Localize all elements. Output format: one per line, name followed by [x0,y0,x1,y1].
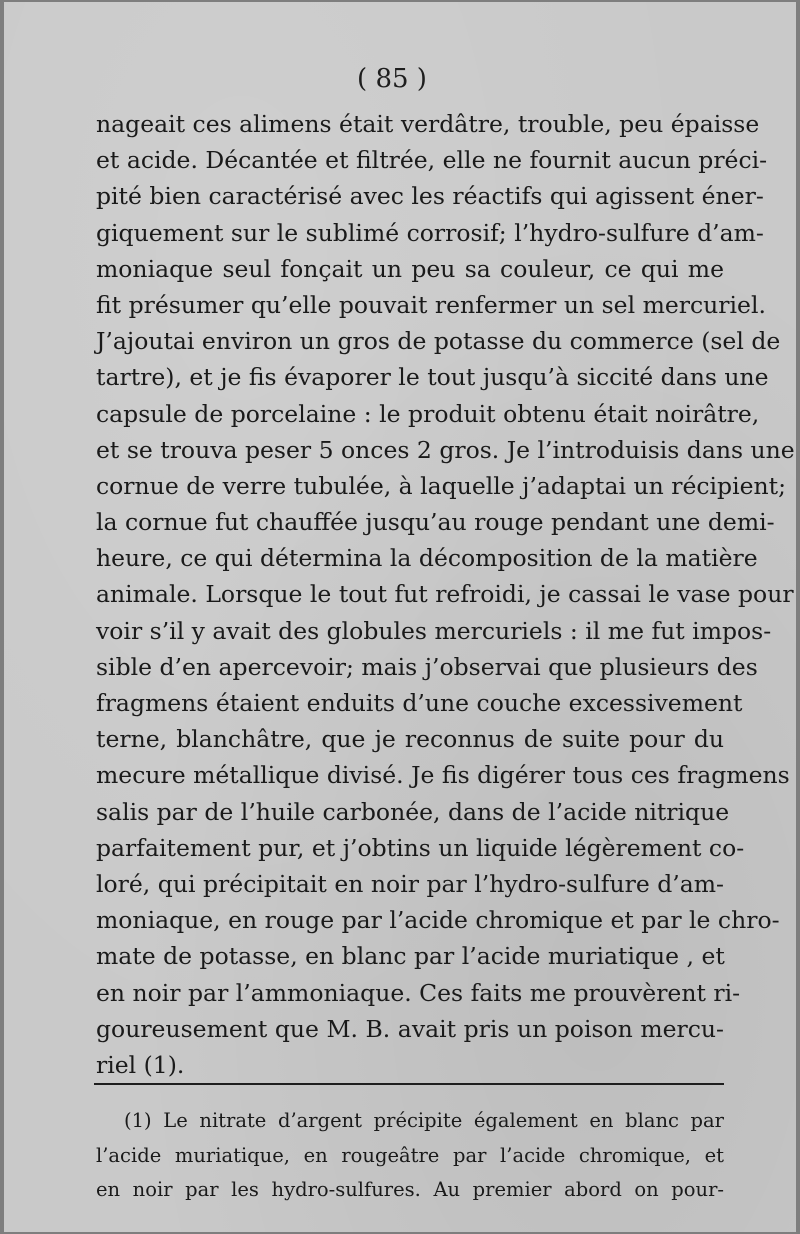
text-line: la cornue fut chauffée jusqu’au rouge pendant une demi- [96,508,775,537]
text-line: goureusement que M. B. avait pris un poison mercu- [96,1014,724,1043]
text-line: mate de potasse, en blanc par l’acide muriatique , et [96,942,725,971]
text-line: mecure métallique divisé. Je fis digérer tous ces fragmens [96,761,790,790]
text-line: salis par de l’huile carbonée, dans de l’acide nitrique [96,797,730,826]
footnote-line: en noir par les hydro-sulfures. Au premier abord on pour- [96,1178,724,1201]
text-line: animale. Lorsque le tout fut refroidi, je cassai le vase pour [96,580,794,609]
body-text [96,106,795,1083]
text-line: loré, qui précipitait en noir par l’hydro-sulfure d’am- [96,869,724,898]
text-line: riel (1). [96,1050,185,1079]
text-line: pité bien caractérisé avec les réactifs qui agissent éner- [96,182,764,211]
book-page [4,2,796,1232]
text-line: J’ajoutai environ un gros de potasse du commerce (sel de [96,327,781,356]
footnote-line: l’acide muriatique, en rougeâtre par l’acide chromique, et [96,1143,724,1167]
text-line: fit présumer qu’elle pouvait renfermer un sel mercuriel. [96,290,766,319]
text-line: et se trouva peser 5 onces 2 gros. Je l’introduisis dans une [96,435,795,464]
text-line: nageait ces alimens était verdâtre, trouble, peu épaisse [96,110,760,138]
text-line: moniaque, en rouge par l’acide chromique et par le chro- [96,906,780,935]
page-number: ( 85 ) [357,64,427,94]
text-line: capsule de porcelaine : le produit obtenu était noirâtre, [96,399,760,428]
text-line: terne, blanchâtre, que je reconnus de suite pour du [96,725,724,754]
text-line: giquement sur le sublimé corrosif; l’hydro-sulfure d’am- [96,218,764,247]
text-line: fragmens étaient enduits d’une couche excessivement [96,689,743,717]
text-line: moniaque seul fonçait un peu sa couleur, ce qui me [96,254,724,283]
text-line: voir s’il y avait des globules mercuriels : il me fut impos- [96,616,772,645]
text-line: parfaitement pur, et j’obtins un liquide légèrement co- [96,833,745,862]
footnote-line: (1) Le nitrate d’argent précipite également en blanc par [124,1109,724,1132]
footnote-divider [94,1083,724,1085]
text-line: tartre), et je fis évaporer le tout jusqu’à siccité dans une [96,363,769,392]
text-line: et acide. Décantée et filtrée, elle ne fournit aucun préci- [96,146,768,175]
footnote [96,1104,724,1208]
text-line: cornue de verre tubulée, à laquelle j’adaptai un récipient; [96,471,786,500]
text-line: sible d’en apercevoir; mais j’observai que plusieurs des [96,652,758,681]
text-line: en noir par l’ammoniaque. Ces faits me prouvèrent ri- [96,978,741,1007]
text-line: heure, ce qui détermina la décomposition de la matière [96,544,758,573]
